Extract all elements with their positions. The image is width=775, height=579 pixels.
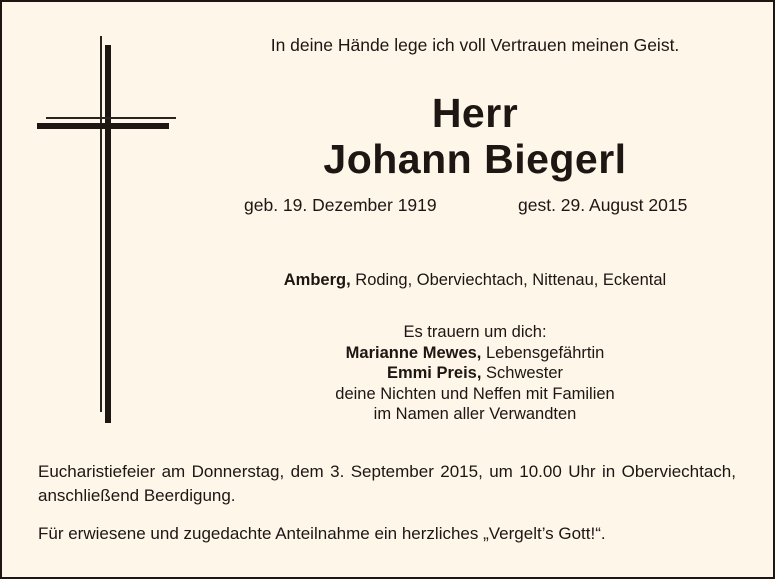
mourners-relatives: deine Nichten und Neffen mit Familien (335, 384, 615, 403)
mourners-block (220, 322, 730, 425)
mourner-1-name: Marianne Mewes, (345, 343, 482, 362)
places-line (220, 271, 730, 290)
mourner-2-role: Schwester (481, 364, 564, 382)
bible-verse: In deine Hände lege ich voll Vertrauen meinen Geist. (270, 35, 680, 55)
mourner-2 (220, 363, 730, 384)
place-primary: Amberg, (283, 271, 351, 289)
thanks-notice: Für erwiesene und zugedachte Anteilnahme ein herzliches „Vergelt’s Gott!“. (38, 524, 606, 543)
mourner-1 (220, 343, 730, 364)
service-notice: Eucharistiefeier am Donnerstag, dem 3. September 2015, um 10.00 Uhr in Oberviechtach, anschließend Beerdigung. (38, 462, 736, 505)
places-other: Roding, Oberviechtach, Nittenau, Eckental (350, 271, 667, 289)
mourners-family: im Namen aller Verwandten (373, 405, 577, 423)
mourner-2-name: Emmi Preis, (386, 364, 482, 382)
mourner-1-role: Lebensgefährtin (481, 343, 605, 362)
birth-date: geb. 19. Dezember 1919 (244, 195, 437, 215)
honorific: Herr (431, 90, 519, 136)
mourners-intro: Es trauern um dich: (403, 323, 547, 341)
deceased-name: Johann Biegerl (323, 136, 627, 182)
death-date: gest. 29. August 2015 (518, 195, 688, 215)
